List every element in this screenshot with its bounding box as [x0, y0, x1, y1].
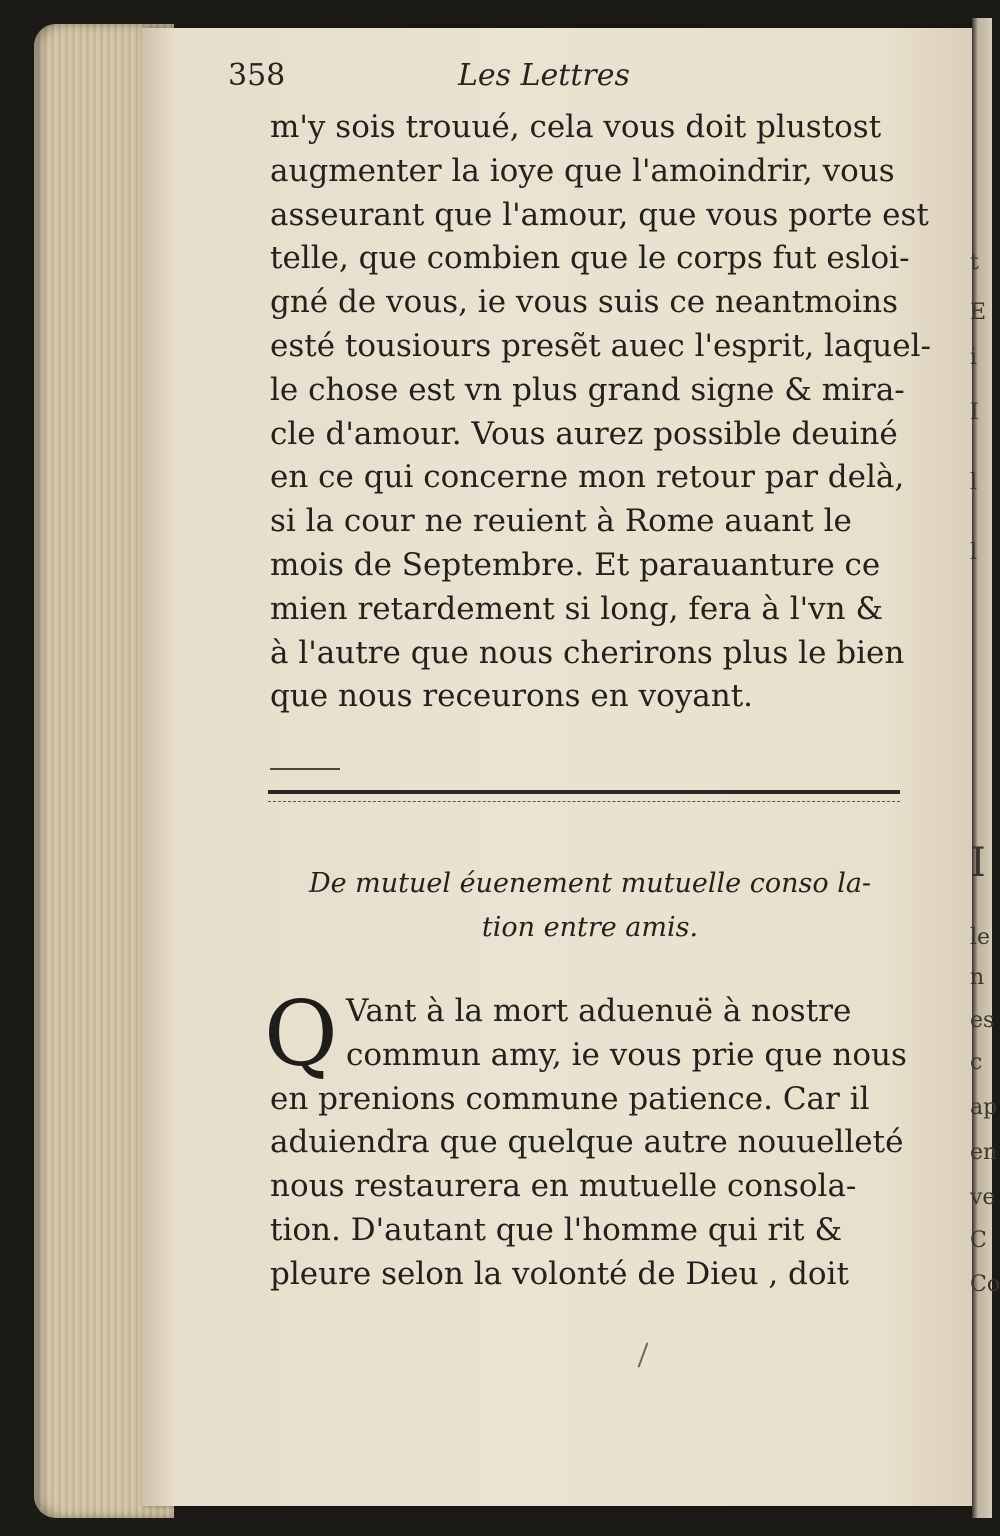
- text-line: esté tousiours presẽt auec l'esprit, laquel-: [270, 327, 931, 364]
- page-number: 358: [228, 58, 286, 93]
- fragment-glyph: E: [970, 300, 987, 325]
- text-line: le chose est vn plus grand signe & mira-: [270, 371, 905, 408]
- fragment-glyph: ap: [970, 1095, 998, 1120]
- page-header: [228, 58, 648, 104]
- letter-start-indented: [346, 990, 906, 1078]
- text-line: commun amy, ie vous prie que nous: [346, 1036, 907, 1073]
- text-line: cle d'amour. Vous aurez possible deuiné: [270, 415, 898, 452]
- text-line: en ce qui concerne mon retour par delà,: [270, 459, 905, 496]
- facing-page-fragments: [964, 0, 1000, 1500]
- fragment-glyph: l: [970, 470, 978, 495]
- text-line: à l'autre que nous cherirons plus le bien: [270, 634, 905, 671]
- fragment-glyph: i: [970, 345, 978, 370]
- text-line: gné de vous, ie vous suis ce neantmoins: [270, 284, 899, 321]
- drop-cap: Q: [264, 982, 338, 1087]
- text-line: telle, que combien que le corps fut esloi-: [270, 240, 910, 277]
- fragment-glyph: c: [970, 1050, 983, 1075]
- fragment-glyph: t: [970, 250, 979, 275]
- text-line: m'y sois trouué, cela vous doit plustost: [270, 109, 882, 145]
- text-line: aduiendra que quelque autre nouuelleté: [270, 1124, 904, 1161]
- section-divider-rule: [268, 790, 900, 802]
- text-line: que nous receurons en voyant.: [270, 678, 754, 715]
- text-line: asseurant que l'amour, que vous porte est: [270, 196, 929, 233]
- text-line: nous restaurera en mutuelle consola-: [270, 1168, 857, 1205]
- letter-start-text: [270, 1078, 906, 1297]
- fragment-glyph: es: [970, 1008, 995, 1033]
- text-line: Vant à la mort aduenuë à nostre: [346, 993, 852, 1029]
- running-title: Les Lettres: [458, 58, 630, 93]
- text-line: si la cour ne reuient à Rome auant le: [270, 503, 852, 540]
- letter-ending-text: [270, 106, 931, 719]
- fragment-glyph: ve: [970, 1185, 996, 1210]
- fragment-glyph: l: [970, 540, 978, 565]
- fragment-glyph: le: [970, 925, 991, 950]
- ornament-rule-stub: [270, 768, 340, 770]
- fragment-glyph: I: [970, 400, 979, 425]
- fragment-glyph: I: [970, 840, 986, 886]
- text-line: tion. D'autant que l'homme qui rit &: [270, 1211, 843, 1248]
- text-line: en prenions commune patience. Car il: [270, 1080, 870, 1117]
- section-title-line: tion entre amis.: [481, 912, 699, 943]
- fragment-glyph: C: [970, 1228, 987, 1253]
- text-line: pleure selon la volonté de Dieu , doit: [270, 1255, 849, 1292]
- text-line: mien retardement si long, fera à l'vn &: [270, 590, 884, 627]
- section-title-line: De mutuel éuenement mutuelle conso la-: [308, 868, 872, 899]
- text-line: augmenter la ioye que l'amoindrir, vous: [270, 152, 895, 189]
- section-title: [300, 862, 880, 950]
- fragment-glyph: Co: [970, 1272, 1000, 1297]
- fragment-glyph: en: [970, 1140, 998, 1165]
- text-line: mois de Septembre. Et parauanture ce: [270, 546, 881, 583]
- fragment-glyph: n: [970, 965, 985, 990]
